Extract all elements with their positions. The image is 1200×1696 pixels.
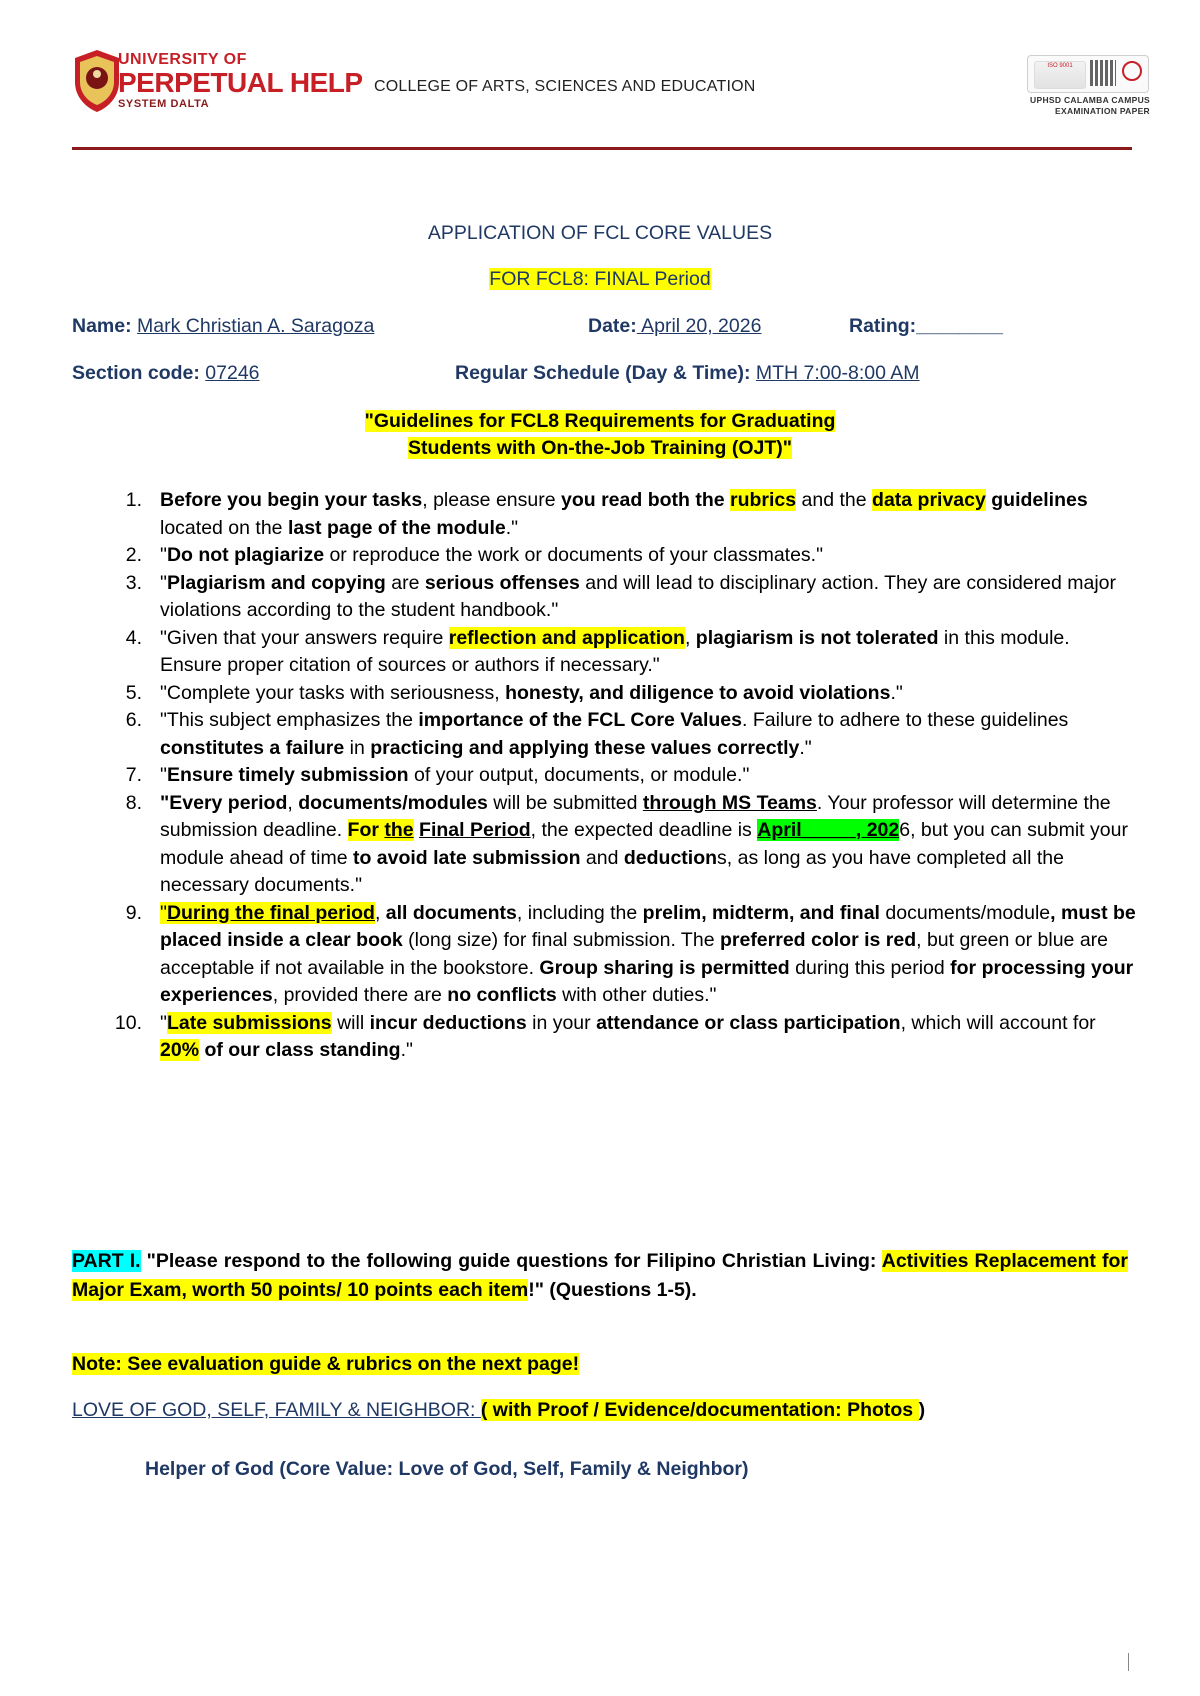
rating-blank: ________ bbox=[916, 315, 1003, 337]
guideline-segment: all documents bbox=[385, 901, 517, 924]
name-value: Mark Christian A. Saragoza bbox=[137, 315, 375, 337]
rating-label: Rating: bbox=[849, 315, 917, 337]
guideline-segment: , the expected deadline is bbox=[530, 819, 758, 841]
guideline-item bbox=[106, 680, 1136, 708]
guideline-segment: ." bbox=[799, 736, 812, 759]
name-row bbox=[72, 315, 374, 338]
guideline-segment: during this period bbox=[789, 956, 951, 979]
guideline-segment: the bbox=[384, 819, 414, 841]
love-proof: ( with Proof / Evidence/documentation: Photos bbox=[480, 1399, 919, 1421]
guideline-segment: last page of the module bbox=[287, 516, 506, 539]
guideline-text bbox=[146, 680, 1136, 708]
guideline-segment: data privacy bbox=[872, 489, 986, 511]
part1-text-a: "Please respond to the following guide questions for Filipino Christian Living: bbox=[140, 1250, 882, 1272]
part1-text-b: !" (Questions 1-5). bbox=[528, 1279, 697, 1301]
date-label: Date: bbox=[588, 315, 637, 337]
campus-line1: UPHSD CALAMBA CAMPUS bbox=[1030, 95, 1150, 105]
guideline-number: 2. bbox=[125, 544, 142, 566]
section-label: Section code: bbox=[72, 362, 200, 384]
guideline-segment: importance of the FCL Core Values bbox=[418, 709, 743, 731]
guideline-item bbox=[106, 762, 1136, 790]
guideline-text bbox=[146, 900, 1136, 1010]
guideline-segment: will be submitted bbox=[487, 791, 643, 814]
guideline-segment: ." bbox=[400, 1039, 413, 1061]
document-title-text: APPLICATION OF FCL CORE VALUES bbox=[427, 222, 773, 244]
guideline-segment: practicing and applying these values correctly bbox=[370, 736, 800, 759]
guideline-segment: no conflicts bbox=[447, 984, 557, 1006]
guideline-number: 5. bbox=[125, 681, 142, 704]
guideline-segment: to avoid late submission bbox=[352, 846, 581, 869]
guideline-segment: rubrics bbox=[730, 489, 797, 511]
rating-row bbox=[849, 315, 1003, 338]
guideline-segment: in this module. Ensure proper citation of sources or authors if necessary." bbox=[160, 626, 1070, 676]
guideline-item bbox=[106, 1010, 1136, 1065]
guideline-text bbox=[146, 762, 1136, 790]
guideline-segment: with other duties." bbox=[556, 984, 717, 1006]
guideline-segment: . Your professor will determine the submission deadline. bbox=[160, 791, 1111, 841]
guideline-segment: , including the bbox=[516, 901, 643, 924]
guideline-segment: , bbox=[287, 791, 299, 814]
guideline-segment: "Every period bbox=[160, 791, 288, 814]
section-row bbox=[72, 362, 260, 385]
guideline-segment: Plagiarism and copying bbox=[166, 571, 386, 594]
guideline-item bbox=[106, 707, 1136, 762]
guideline-segment: incur deductions bbox=[369, 1011, 527, 1034]
guideline-segment: " bbox=[160, 544, 167, 566]
guideline-segment: documents/modules bbox=[298, 791, 488, 814]
guideline-segment: , must be placed inside a clear book bbox=[160, 901, 1136, 951]
guideline-segment: through MS Teams bbox=[642, 791, 817, 814]
guideline-item bbox=[106, 570, 1136, 625]
schedule-row bbox=[455, 362, 920, 385]
guideline-segment: guidelines bbox=[985, 489, 1088, 511]
guideline-segment: ." bbox=[890, 681, 903, 704]
guideline-segment: " bbox=[160, 764, 167, 786]
guideline-item bbox=[106, 790, 1136, 900]
guideline-segment: and the bbox=[796, 489, 873, 511]
love-heading bbox=[72, 1396, 1132, 1425]
guideline-segment: "This subject emphasizes the bbox=[160, 709, 419, 731]
guideline-number: 3. bbox=[125, 571, 142, 594]
part1-text-highlight: Activities Replacement for Major Exam, worth 50 points/ 10 points each item bbox=[72, 1250, 1128, 1301]
guideline-segment: in your bbox=[526, 1011, 597, 1034]
guidelines-title bbox=[0, 408, 1200, 462]
guideline-segment: prelim, midterm, and final bbox=[642, 901, 880, 924]
guideline-text bbox=[146, 707, 1136, 762]
qr-code-icon bbox=[1090, 60, 1116, 86]
part1-note-text: Note: See evaluation guide & rubrics on the next page! bbox=[72, 1353, 580, 1375]
guideline-segment: documents/module bbox=[879, 901, 1051, 924]
guideline-segment: s, as long as you have completed all the necessary documents." bbox=[160, 846, 1064, 896]
guideline-text bbox=[146, 570, 1136, 625]
guideline-segment: in bbox=[344, 736, 371, 759]
guideline-segment: Ensure timely submission bbox=[166, 764, 409, 786]
guideline-segment: , which will account for bbox=[900, 1011, 1096, 1034]
date-row bbox=[588, 315, 761, 338]
part1-instructions bbox=[72, 1247, 1128, 1305]
guideline-segment: reflection and application bbox=[448, 626, 685, 649]
guideline-segment: for processing your experiences bbox=[160, 956, 1134, 1006]
guidelines-list bbox=[106, 487, 1136, 1065]
guideline-number: 4. bbox=[125, 626, 142, 649]
iso-label: ISO 9001 bbox=[1047, 63, 1073, 69]
guideline-segment: " bbox=[160, 1011, 167, 1034]
guideline-segment: serious offenses bbox=[424, 571, 580, 594]
university-seal-icon bbox=[71, 48, 123, 114]
guideline-segment: For bbox=[347, 819, 385, 841]
guideline-segment: or reproduce the work or documents of your classmates." bbox=[324, 544, 824, 566]
guideline-segment: , provided there are bbox=[272, 984, 448, 1006]
university-name bbox=[118, 52, 363, 110]
guideline-segment: Group sharing is permitted bbox=[539, 956, 790, 979]
section-value: 07246 bbox=[205, 362, 260, 384]
guideline-number: 1. bbox=[125, 489, 142, 511]
guideline-segment: , bbox=[374, 901, 386, 924]
guideline-segment: will bbox=[331, 1011, 370, 1034]
guideline-segment: Late submissions bbox=[166, 1011, 332, 1034]
guideline-segment: , bbox=[684, 626, 696, 649]
guideline-item bbox=[106, 487, 1136, 542]
date-value: April 20, 2026 bbox=[636, 315, 762, 337]
campus-label bbox=[1030, 95, 1150, 117]
guideline-segment: Do not plagiarize bbox=[166, 544, 325, 566]
guideline-number: 8. bbox=[125, 791, 142, 814]
schedule-value: MTH 7:00-8:00 AM bbox=[755, 362, 920, 384]
guideline-segment: constitutes a failure bbox=[160, 736, 345, 759]
guideline-segment: . Failure to adhere to these guidelines bbox=[742, 709, 1069, 731]
guideline-segment: 6, but you can submit your module ahead of time bbox=[160, 819, 1128, 869]
document-subtitle bbox=[0, 268, 1200, 291]
guideline-segment: April_____, 202 bbox=[757, 819, 900, 841]
love-label: LOVE OF GOD, SELF, FAMILY & NEIGHBOR: bbox=[72, 1399, 481, 1421]
guideline-segment: preferred color is red bbox=[719, 929, 917, 951]
university-name-line3: SYSTEM DALTA bbox=[118, 98, 210, 110]
love-close: ) bbox=[918, 1399, 926, 1421]
document-title bbox=[0, 222, 1200, 245]
guideline-segment: Before you begin your tasks bbox=[160, 489, 423, 511]
guideline-segment: , but green or blue are acceptable if not available in the bookstore. bbox=[160, 929, 1109, 979]
guideline-segment: , please ensure bbox=[422, 489, 561, 511]
guideline-number: 9. bbox=[125, 901, 142, 924]
university-name-line1: UNIVERSITY OF bbox=[118, 51, 247, 68]
guideline-segment: of your output, documents, or module." bbox=[408, 764, 750, 786]
part1-label: PART I. bbox=[72, 1250, 141, 1272]
certification-badges bbox=[1027, 55, 1149, 93]
university-name-line2: PERPETUAL HELP bbox=[118, 67, 363, 98]
guideline-number: 7. bbox=[125, 764, 142, 786]
iso-certification-icon bbox=[1034, 61, 1086, 89]
guideline-item bbox=[106, 542, 1136, 570]
guideline-segment: "Given that your answers require bbox=[160, 626, 449, 649]
document-subtitle-text: FOR FCL8: FINAL Period bbox=[489, 268, 711, 290]
guideline-segment: (long size) for final submission. The bbox=[402, 929, 720, 951]
schedule-label: Regular Schedule (Day & Time): bbox=[455, 362, 751, 384]
guideline-segment: During the final period bbox=[166, 901, 375, 924]
guideline-segment: Final Period bbox=[419, 819, 531, 841]
helper-of-god-heading: Helper of God (Core Value: Love of God, Self, Family & Neighbor) bbox=[145, 1458, 749, 1480]
guideline-segment: you read both the bbox=[561, 489, 731, 511]
guideline-segment: " bbox=[160, 571, 167, 594]
guideline-text bbox=[146, 487, 1136, 542]
guideline-text bbox=[146, 790, 1136, 900]
guideline-segment: ." bbox=[505, 516, 519, 539]
guideline-segment: and will lead to disciplinary action. They are considered major violations according to the student handbook." bbox=[160, 571, 1117, 621]
guideline-text bbox=[146, 1010, 1136, 1065]
guideline-segment: 20% bbox=[160, 1039, 200, 1061]
guideline-segment: are bbox=[385, 571, 425, 594]
campus-logo-icon bbox=[1122, 61, 1142, 81]
guideline-segment: located on the bbox=[160, 516, 288, 539]
name-label: Name: bbox=[72, 315, 132, 337]
header-divider bbox=[72, 147, 1132, 150]
guidelines-title-line1: "Guidelines for FCL8 Requirements for Graduating bbox=[364, 410, 836, 432]
college-name: COLLEGE OF ARTS, SCIENCES AND EDUCATION bbox=[374, 78, 756, 95]
guideline-segment: honesty, and diligence to avoid violations bbox=[505, 681, 891, 704]
guideline-number: 6. bbox=[125, 709, 142, 731]
guideline-item bbox=[106, 900, 1136, 1010]
guideline-text bbox=[146, 625, 1136, 680]
guidelines-title-line2: Students with On-the-Job Training (OJT)" bbox=[407, 437, 793, 459]
campus-line2: EXAMINATION PAPER bbox=[1055, 106, 1150, 116]
guideline-segment: "Complete your tasks with seriousness, bbox=[160, 681, 506, 704]
guideline-item bbox=[106, 625, 1136, 680]
guideline-segment: " bbox=[160, 901, 167, 924]
guideline-segment: plagiarism is not tolerated bbox=[695, 626, 939, 649]
guideline-number: 10. bbox=[114, 1011, 142, 1034]
guideline-text bbox=[146, 542, 1136, 570]
guideline-segment: attendance or class participation bbox=[596, 1011, 901, 1034]
guideline-segment: of our class standing bbox=[199, 1039, 401, 1061]
guideline-segment: deduction bbox=[623, 846, 718, 869]
guideline-segment: and bbox=[580, 846, 624, 869]
part1-note bbox=[72, 1350, 1128, 1379]
page-marker bbox=[1128, 1653, 1129, 1671]
